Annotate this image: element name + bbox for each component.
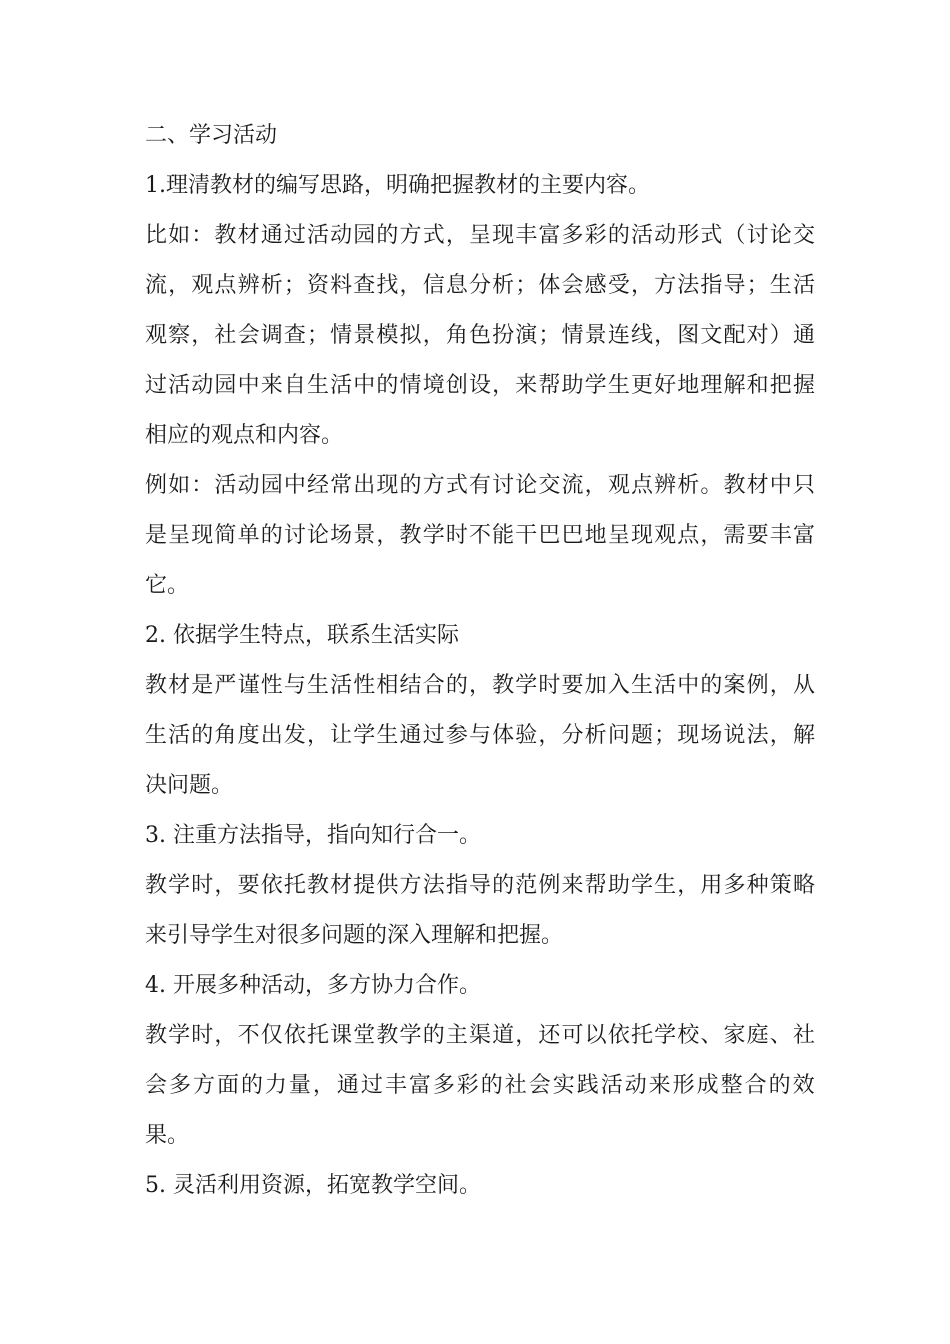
- item-5-heading: 5. 灵活利用资源，拓宽教学空间。: [145, 1173, 481, 1198]
- paragraph-line: 观 察 ， 社 会 调 查 ； 情 景 模 拟 ， 角 色 扮 演 ； 情 景 连 线 ， 图 文 配 对 ） 通: [145, 323, 815, 348]
- paragraph-line: 教 材 是 严 谨 性 与 生 活 性 相 结 合 的 ， 教 学 时 要 加 入 生 活 中 的 案 例 ， 从: [145, 673, 815, 698]
- paragraph-line: 是 呈 现 简 单 的 讨 论 场 景 ， 教 学 时 不 能 干 巴 巴 地 呈 现 观 点 ， 需 要 丰 富: [145, 523, 815, 548]
- paragraph-line: 决问题。: [145, 773, 234, 798]
- paragraph-line: 生 活 的 角 度 出 发 ， 让 学 生 通 过 参 与 体 验 ， 分 析 问 题 ； 现 场 说 法 ， 解: [145, 723, 815, 748]
- paragraph-line: 教 学 时 ， 不 仅 依 托 课 堂 教 学 的 主 渠 道 ， 还 可 以 依 托 学 校 、 家 庭 、 社: [145, 1023, 815, 1048]
- item-1-heading: 1.理清教材的编写思路，明确把握教材的主要内容。: [145, 173, 650, 198]
- item-2-heading: 2. 依据学生特点，联系生活实际: [145, 623, 459, 648]
- paragraph-line: 来引导学生对很多问题的深入理解和把握。: [145, 923, 564, 948]
- paragraph-line: 会 多 方 面 的 力 量 ， 通 过 丰 富 多 彩 的 社 会 实 践 活 动 来 形 成 整 合 的 效: [145, 1073, 815, 1098]
- paragraph-line: 果。: [145, 1123, 190, 1148]
- paragraph-line: 它。: [145, 573, 190, 598]
- paragraph-line: 过 活 动 园 中 来 自 生 活 中 的 情 境 创 设 ， 来 帮 助 学 生 更 好 地 理 解 和 把 握: [145, 373, 815, 398]
- section-heading: 二、学习活动: [145, 123, 278, 148]
- item-4-heading: 4. 开展多种活动，多方协力合作。: [145, 973, 481, 998]
- item-3-heading: 3. 注重方法指导，指向知行合一。: [145, 823, 481, 848]
- paragraph-line: 比 如 ： 教 材 通 过 活 动 园 的 方 式 ， 呈 现 丰 富 多 彩 的 活 动 形 式 （ 讨 论 交: [145, 223, 815, 248]
- paragraph-line: 例 如 ： 活 动 园 中 经 常 出 现 的 方 式 有 讨 论 交 流 ， 观 点 辨 析 。 教 材 中 只: [145, 473, 815, 498]
- paragraph-line: 流 ， 观 点 辨 析 ； 资 料 查 找 ， 信 息 分 析 ； 体 会 感 受 ， 方 法 指 导 ； 生 活: [145, 273, 815, 298]
- paragraph-line: 相应的观点和内容。: [145, 423, 344, 448]
- paragraph-line: 教 学 时 ， 要 依 托 教 材 提 供 方 法 指 导 的 范 例 来 帮 助 学 生 ， 用 多 种 策 略: [145, 873, 815, 898]
